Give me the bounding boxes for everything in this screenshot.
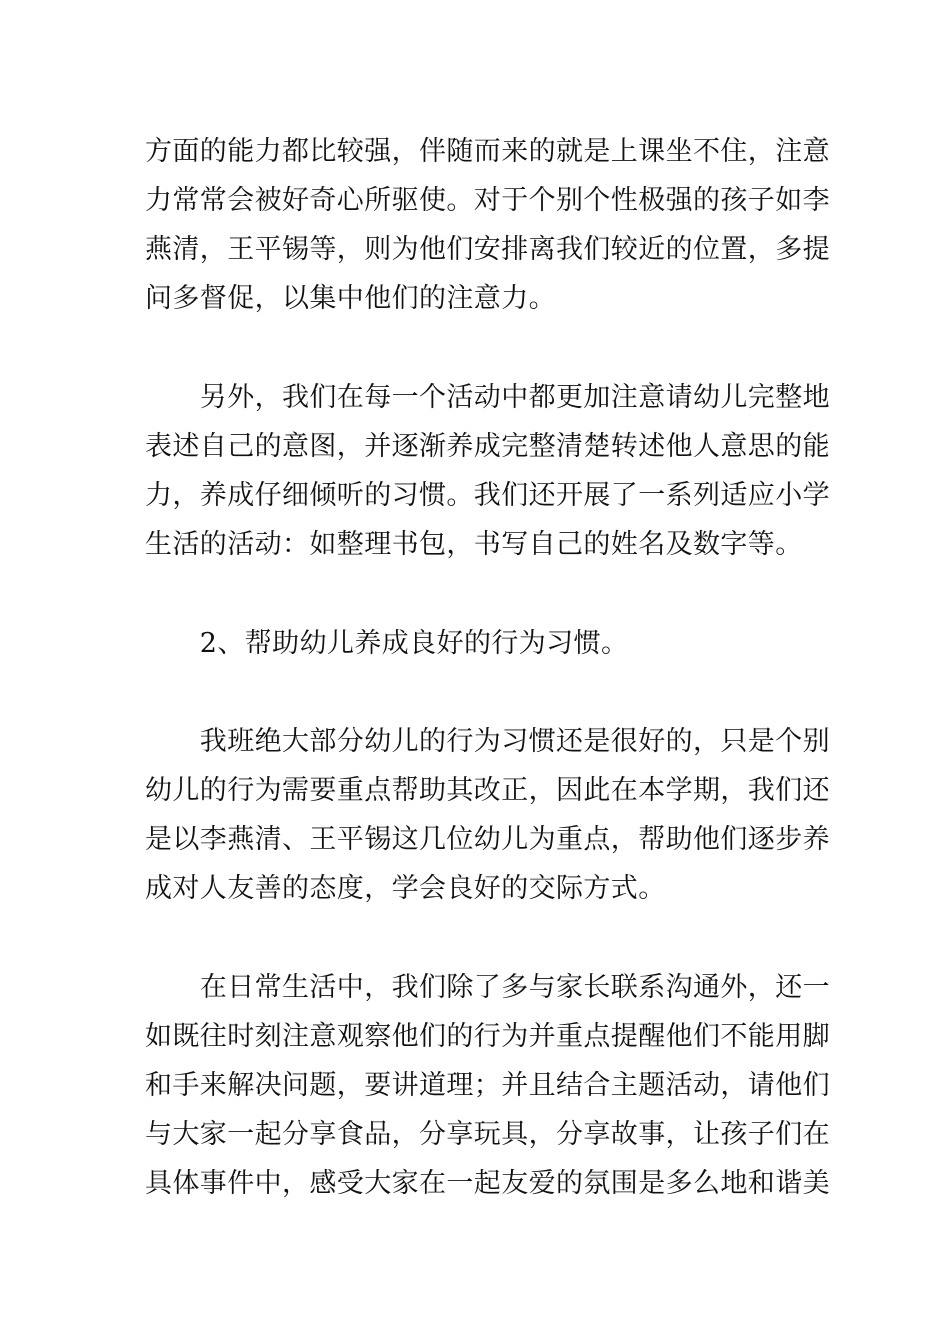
paragraph-attention [145,127,830,323]
text-line: 力，养成仔细倾听的习惯。我们还开展了一系列适应小学 [145,480,830,511]
text-line: 表述自己的意图，并逐渐养成完整清楚转述他人意思的能 [145,431,830,462]
text-line: 力常常会被好奇心所驱使。对于个别个性极强的孩子如李 [145,185,830,216]
text-line: 与大家一起分享食品，分享玩具，分享故事，让孩子们在 [145,1119,830,1150]
paragraph-expression [145,373,830,569]
text-line: 问多督促，以集中他们的注意力。 [145,283,556,314]
text-line: 幼儿的行为需要重点帮助其改正，因此在本学期，我们还 [145,775,830,806]
paragraph-behavior [145,717,830,913]
text-line: 生活的活动：如整理书包，书写自己的姓名及数字等。 [145,529,803,560]
text-line: 是以李燕清、王平锡这几位幼儿为重点，帮助他们逐步养 [145,824,830,855]
text-line: 我班绝大部分幼儿的行为习惯还是很好的，只是个别 [145,726,830,757]
text-line: 具体事件中，感受大家在一起友爱的氛围是多么地和谐美 [145,1168,830,1199]
heading-line: 2、帮助幼儿养成良好的行为习惯。 [145,628,629,659]
text-line: 和手来解决问题，要讲道理；并且结合主题活动，请他们 [145,1070,830,1101]
paragraph-daily-life [145,963,830,1208]
text-line: 燕清，王平锡等，则为他们安排离我们较近的位置，多提 [145,234,830,265]
text-line: 另外，我们在每一个活动中都更加注意请幼儿完整地 [145,382,830,413]
text-line: 在日常生活中，我们除了多与家长联系沟通外，还一 [145,972,830,1003]
text-line: 成对人友善的态度，学会良好的交际方式。 [145,873,666,904]
section-heading [145,619,815,668]
text-line: 方面的能力都比较强，伴随而来的就是上课坐不住，注意 [145,136,830,167]
text-line: 如既往时刻注意观察他们的行为并重点提醒他们不能用脚 [145,1021,830,1052]
